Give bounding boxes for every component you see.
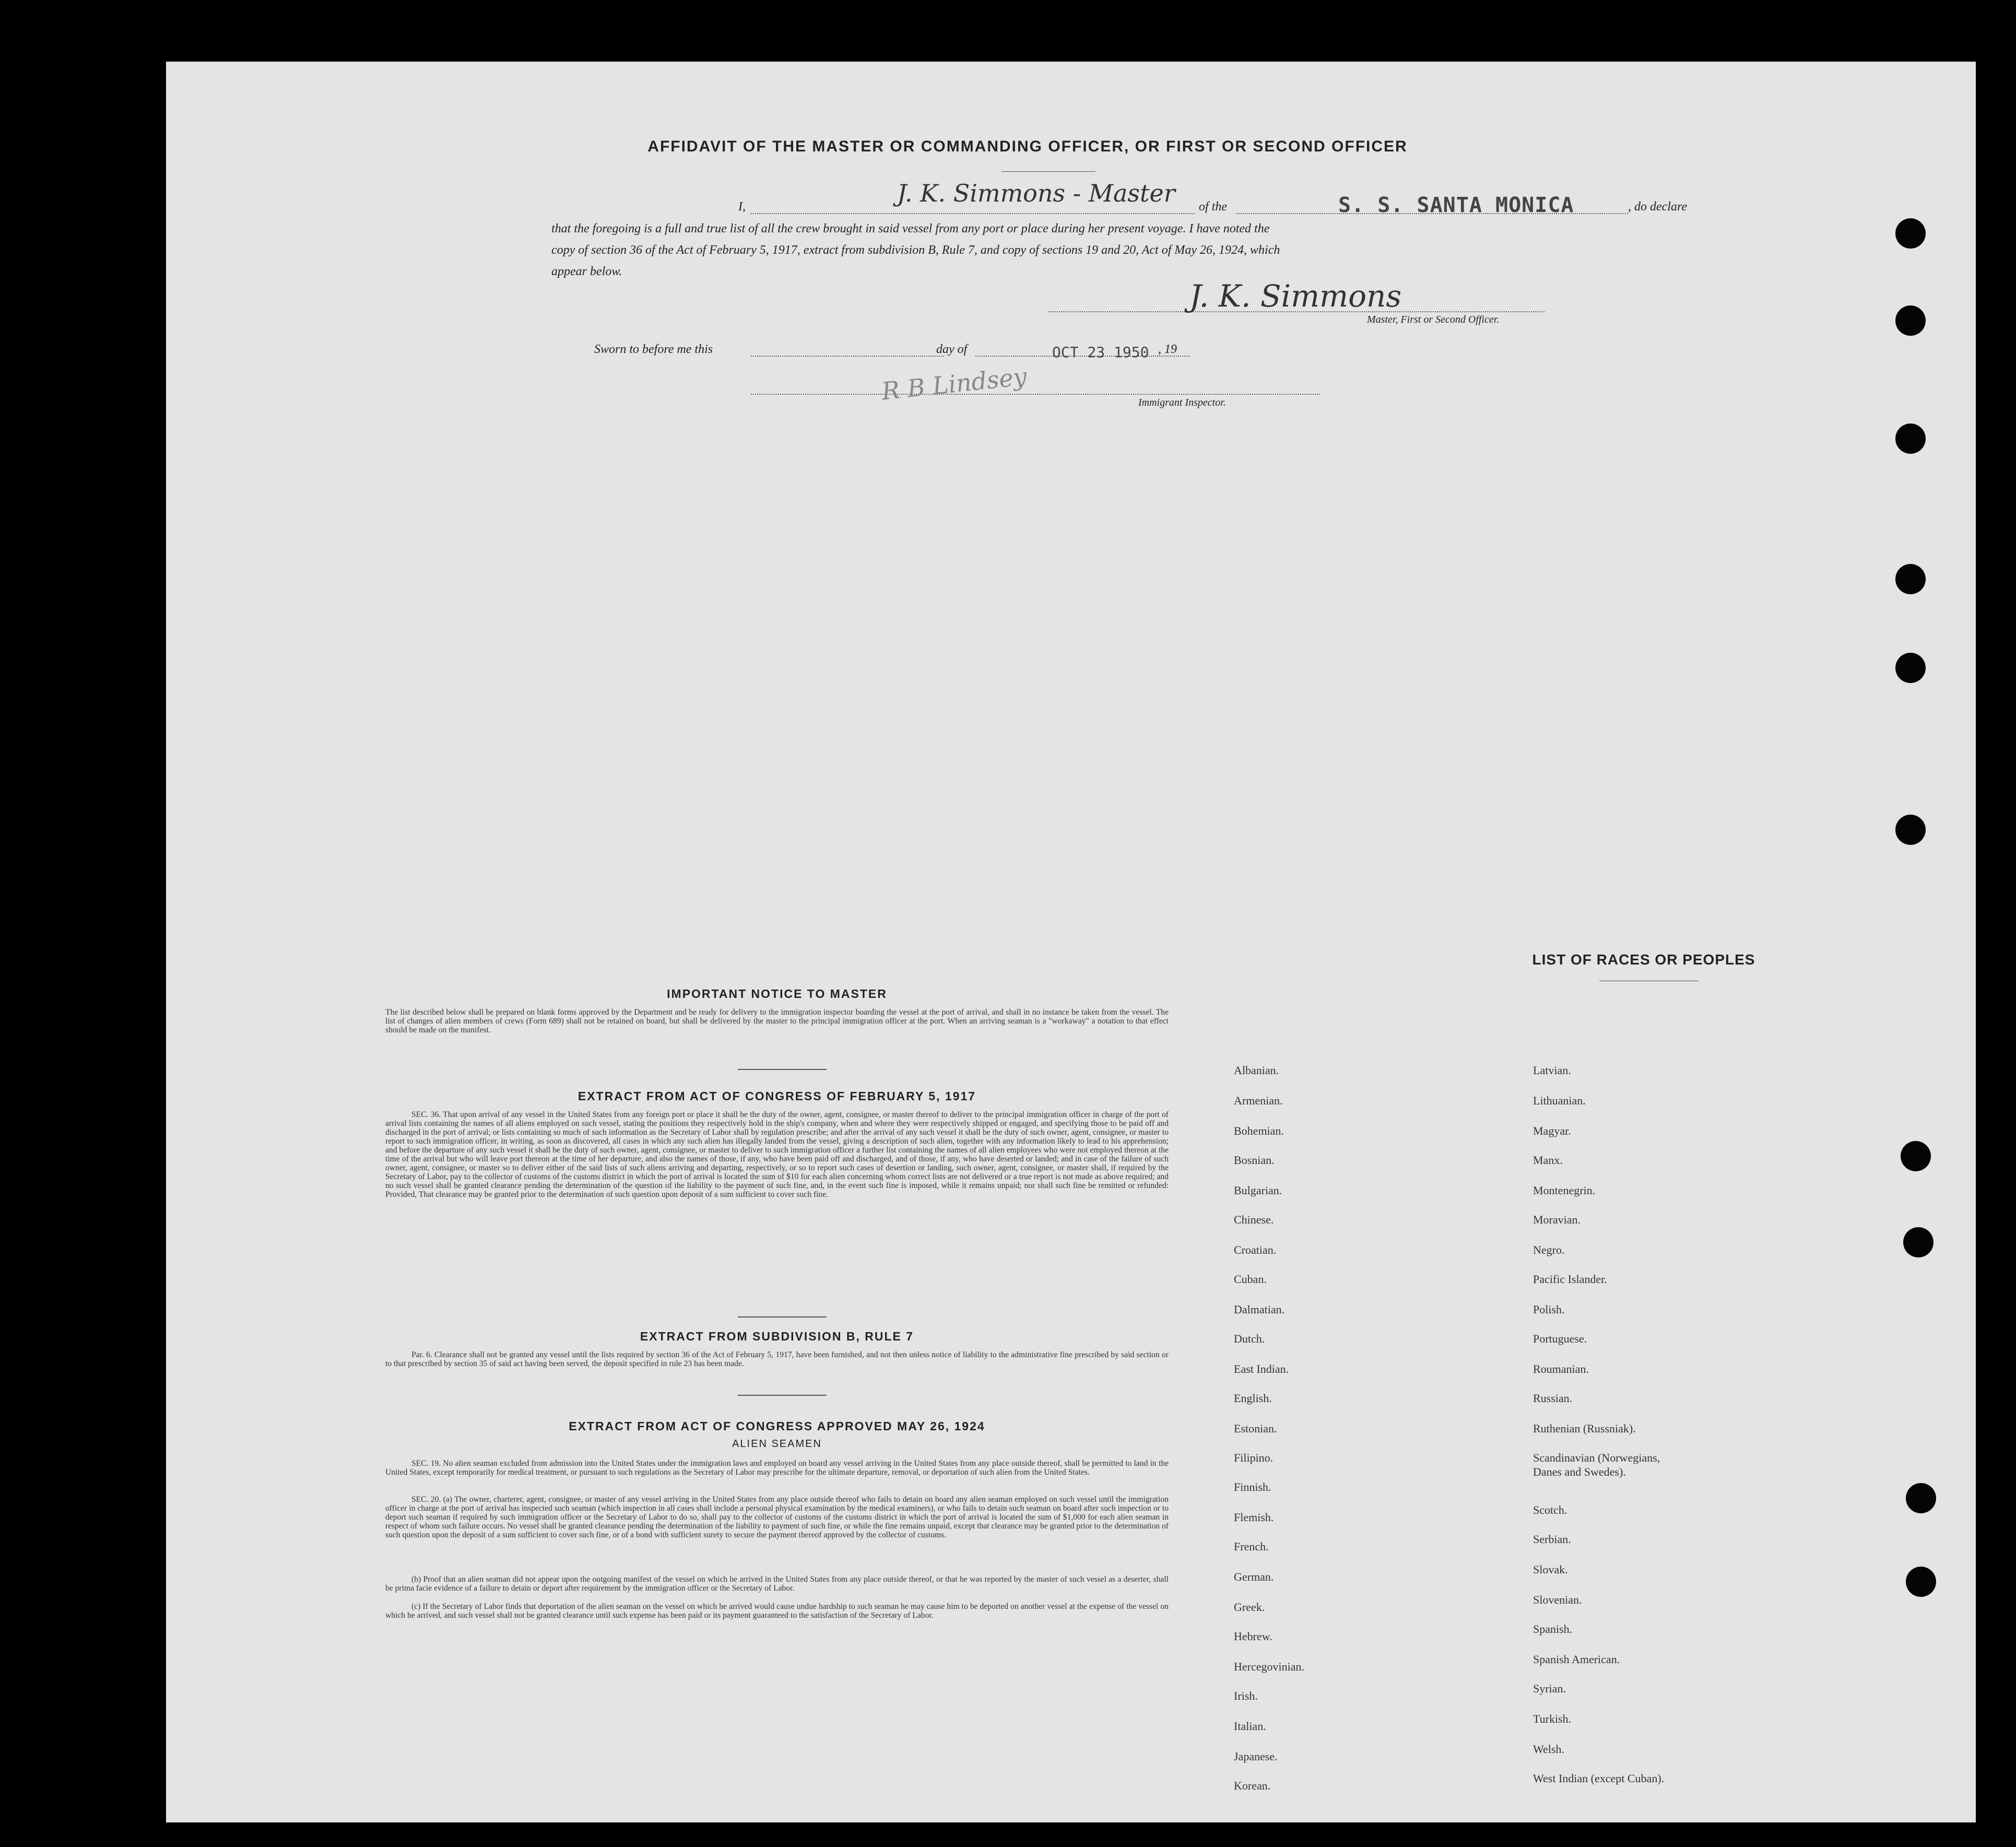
race-item: Bosnian. xyxy=(1234,1154,1275,1167)
binder-hole xyxy=(1906,1483,1936,1513)
rule7-text: Par. 6. Clearance shall not be granted any vessel until the lists required by section 36 of the Act of February 5, 1917, have been furnished, and not then unless notice of liability to the administrative fine prescribed by said section or to that prescribed by section 35 of said act having been served, the deposit specified in rule 23 has been made. xyxy=(385,1350,1169,1368)
year-label: , 19 xyxy=(1158,343,1177,356)
sec20c-text: (c) If the Secretary of Labor finds that deportation of the alien seaman on the vessel on which he arrived would cause undue hardship to such seaman he may cause him to be deported on another vessel at the expense of the vessel on which he arrived, and such vessel shall not be granted clearance until such expense has been paid or its payment guaranteed to the satisfaction of the Secretary of Labor. xyxy=(385,1602,1169,1620)
race-item: French. xyxy=(1234,1540,1269,1553)
sworn-day-line xyxy=(751,356,944,357)
i-label: I, xyxy=(738,200,746,214)
race-item: Irish. xyxy=(1234,1689,1258,1702)
binder-hole xyxy=(1895,564,1926,594)
inspector-signature-line xyxy=(751,394,1320,395)
race-item: Bohemian. xyxy=(1234,1124,1284,1137)
sworn-label: Sworn to before me this xyxy=(594,343,713,356)
binder-hole xyxy=(1895,305,1926,336)
race-item: Slovak. xyxy=(1533,1563,1568,1576)
binder-hole xyxy=(1895,218,1926,249)
title-underline xyxy=(1001,171,1095,172)
binder-hole xyxy=(1906,1567,1936,1597)
race-item: Magyar. xyxy=(1533,1124,1571,1137)
sec20a-text: SEC. 20. (a) The owner, charterer, agent, consignee, or master of any vessel arriving in the United States from any place outside thereof who fails to detain on board any alien seaman employed on such vessel until the immigration officer in charge at the port of arrival has inspected such seaman (which inspection in all cases shall include a personal physical examination by the medical examiners), or who fails to detain such seaman on board after such inspection or to deport such seaman if required by such immigration officer or the Secretary of Labor to do so, shall pay to the collector of customs of the customs district in which the port of arrival is located the sum of $1,000 for each alien seaman in respect of whom such failure occurs. No vessel shall be granted clearance pending the determination of the liability to payment of such fine, or while the fine remains unpaid, except that clearance may be granted prior to the determination of such question upon the deposit of a sum sufficient to cover such fine, or of a bond with sufficient surety to secure the payment thereof approved by the collector of customs. xyxy=(385,1495,1169,1539)
affidavit-line-1: that the foregoing is a full and true list of all the crew brought in said vessel from any port or place during her present voyage. I have noted the xyxy=(551,222,1270,236)
race-item: Russian. xyxy=(1533,1392,1573,1405)
race-item: Negro. xyxy=(1533,1243,1565,1256)
race-item: Armenian. xyxy=(1234,1094,1283,1107)
sec20b-text: (b) Proof that an alien seaman did not appear upon the outgoing manifest of the vessel on which he arrived in the United States from any place outside thereof, or that he was reported by the master of such vessel as a deserter, shall be prima facie evidence of a failure to detain or deport after requirement by the immigration officer or the Secretary of Labor. xyxy=(385,1575,1169,1593)
race-item: Scotch. xyxy=(1533,1503,1567,1516)
extract-1917-title: EXTRACT FROM ACT OF CONGRESS OF FEBRUARY 5, 1917 xyxy=(577,1089,976,1103)
race-item: West Indian (except Cuban). xyxy=(1533,1772,1665,1785)
sec19-text: SEC. 19. No alien seaman excluded from admission into the United States under the immigration laws and employed on board any vessel arriving in the United States from any place outside thereof, shall be permitted to land in the United States, except temporarily for medical treatment, or pursuant to such regulations as the Secretary of Labor may prescribe for the ultimate departure, removal, or deportation of such alien from the United States. xyxy=(385,1459,1169,1477)
race-item: Hebrew. xyxy=(1234,1630,1272,1643)
race-item: Spanish American. xyxy=(1533,1653,1620,1666)
binder-hole xyxy=(1895,423,1926,454)
race-item: Lithuanian. xyxy=(1533,1094,1586,1107)
declarant-line xyxy=(751,213,1195,214)
binder-hole xyxy=(1903,1227,1934,1257)
race-item: Slovenian. xyxy=(1533,1593,1582,1606)
inspector-caption: Immigrant Inspector. xyxy=(1138,397,1226,408)
rule7-title: EXTRACT FROM SUBDIVISION B, RULE 7 xyxy=(640,1330,914,1343)
notice-title: IMPORTANT NOTICE TO MASTER xyxy=(667,987,887,1001)
race-item: Ruthenian (Russniak). xyxy=(1533,1422,1636,1435)
race-item: Serbian. xyxy=(1533,1533,1571,1546)
race-item: Italian. xyxy=(1234,1720,1266,1733)
race-item: Montenegrin. xyxy=(1533,1184,1596,1197)
binder-hole xyxy=(1901,1141,1931,1171)
affidavit-line-2: copy of section 36 of the Act of February 5, 1917, extract from subdivision B, Rule 7, and copy of sections 19 and 20, Act of May 26, 1924, which xyxy=(551,243,1280,257)
divider-1 xyxy=(738,1069,827,1070)
race-item: Pacific Islander. xyxy=(1533,1273,1607,1286)
race-item: Chinese. xyxy=(1234,1213,1274,1226)
race-item: Bulgarian. xyxy=(1234,1184,1282,1197)
race-item: Japanese. xyxy=(1234,1750,1278,1763)
vessel-name-stamp: S. S. SANTA MONICA xyxy=(1338,193,1574,217)
race-item: Dutch. xyxy=(1234,1332,1265,1345)
signature-caption: Master, First or Second Officer. xyxy=(1367,314,1500,325)
master-signature: J. K. Simmons xyxy=(1189,278,1402,314)
extract-1924-title: EXTRACT FROM ACT OF CONGRESS APPROVED MAY 26, 1924 xyxy=(569,1419,985,1433)
race-item: Moravian. xyxy=(1533,1213,1581,1226)
race-item: East Indian. xyxy=(1234,1362,1289,1375)
binder-hole xyxy=(1895,653,1926,683)
race-item: Spanish. xyxy=(1533,1622,1573,1636)
race-item: Turkish. xyxy=(1533,1712,1572,1725)
alien-seamen-subtitle: ALIEN SEAMEN xyxy=(732,1438,822,1450)
race-item: Hercegovinian. xyxy=(1234,1660,1304,1673)
races-title: LIST OF RACES OR PEOPLES xyxy=(1532,951,1755,968)
do-declare-label: , do declare xyxy=(1628,200,1688,214)
race-item: Greek. xyxy=(1234,1601,1265,1614)
race-item: Albanian. xyxy=(1234,1064,1279,1077)
binder-hole xyxy=(1895,815,1926,845)
race-item: Filipino. xyxy=(1234,1451,1274,1464)
of-the-label: of the xyxy=(1199,200,1227,214)
race-item: Welsh. xyxy=(1533,1743,1564,1756)
day-of-label: day of xyxy=(936,343,968,356)
race-item: Manx. xyxy=(1533,1154,1563,1167)
divider-3 xyxy=(738,1395,827,1396)
race-item: Polish. xyxy=(1533,1303,1565,1316)
race-item: Korean. xyxy=(1234,1779,1271,1792)
affidavit-line-3: appear below. xyxy=(551,265,622,278)
document-page xyxy=(166,62,1976,1822)
race-item: German. xyxy=(1234,1570,1274,1583)
race-item: Portuguese. xyxy=(1533,1332,1587,1345)
race-item: Dalmatian. xyxy=(1234,1303,1285,1316)
inspector-signature: R B Lindsey xyxy=(880,362,1028,406)
extract-1917-text: SEC. 36. That upon arrival of any vessel in the United States from any foreign port or place it shall be the duty of the owner, agent, consignee, or master thereof to deliver to the principal immigration officer in charge of the port of arrival lists containing the names of all aliens employed on such vessel, stating the positions they respectively hold in the ship's company, when and where they were respectively shipped or engaged, and specifying those to be paid off and discharged in the port of arrival; or lists containing so much of such information as the Secretary of Labor shall by regulation prescribe; and after the arrival of any such vessel it shall be the duty of such owner, agent, consignee, or master to report to such immigration officer, in writing, as soon as discovered, all cases in which any such alien has illegally landed from the vessel, giving a description of such alien, together with any information likely to lead to his apprehension; and before the departure of any such vessel it shall be the duty of such owner, agent, consignee, or master to deliver to such immigration officer a further list containing the names of all alien employees who were not employed thereon at the time of the arrival but who will leave port thereon at the time of her departure, and also the names of those, if any, who have been paid off and discharged, and of those, if any, who have deserted or landed; and in case of the failure of such owner, agent, consignee, or master so to deliver either of the said lists of such aliens arriving and departing, respectively, or so to report such cases of desertion or landing, such owner, agent, consignee, or master shall, if required by the Secretary of Labor, pay to the collector of customs of the customs district in which the port of arrival is located the sum of $10 for each alien concerning whom correct lists are not delivered or a true report is not made as above required; and no such vessel shall be granted clearance pending the determination of the question of the liability to the payment of such fine, and, in the event such fine is imposed, while it remains unpaid; nor shall such fine be remitted or refunded: Provided, That clearance may be granted prior to the determination of such question upon deposit of a sum sufficient to cover such fine. xyxy=(385,1110,1169,1199)
race-item: Croatian. xyxy=(1234,1243,1277,1256)
race-item: Latvian. xyxy=(1533,1064,1571,1077)
race-item: Finnish. xyxy=(1234,1480,1271,1493)
race-item: English. xyxy=(1234,1392,1272,1405)
race-item: Syrian. xyxy=(1533,1682,1566,1695)
race-item: Scandinavian (Norwegians, Danes and Swedes). xyxy=(1533,1451,1660,1478)
date-stamp: OCT 23 1950 xyxy=(1052,344,1149,361)
declarant-handwritten: J. K. Simmons - Master xyxy=(897,179,1175,207)
affidavit-title: AFFIDAVIT OF THE MASTER OR COMMANDING OFFICER, OR FIRST OR SECOND OFFICER xyxy=(647,138,1408,155)
notice-text: The list described below shall be prepared on blank forms approved by the Department and be ready for delivery to the immigration inspector boarding the vessel at the port of arrival, and shall in no instance be taken from the vessel. The list of changes of alien members of crews (Form 689) shall not be retained on board, but shall be delivered by the master to the principal immigration officer at the port. When an arriving seaman is a "workaway" a notation to that effect should be made on the manifest. xyxy=(385,1008,1169,1034)
race-item: Flemish. xyxy=(1234,1511,1274,1524)
race-item: Cuban. xyxy=(1234,1273,1267,1286)
race-item: Estonian. xyxy=(1234,1422,1277,1435)
divider-2 xyxy=(738,1316,827,1317)
race-item: Roumanian. xyxy=(1533,1362,1589,1375)
